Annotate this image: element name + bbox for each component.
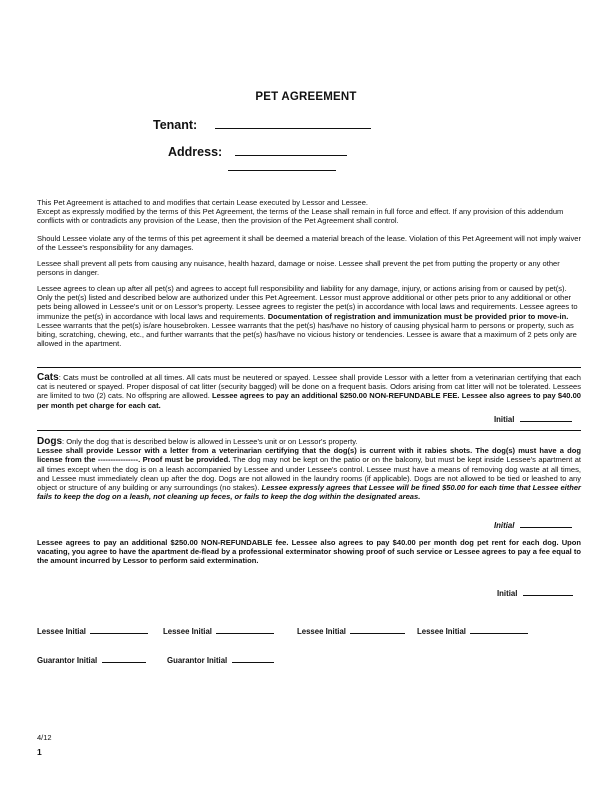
tenant-label: Tenant:	[153, 118, 198, 132]
address-label: Address:	[168, 145, 223, 159]
page-number: 1	[37, 747, 42, 757]
address-field	[168, 143, 347, 159]
lessee-initial-2-blank[interactable]	[216, 625, 274, 634]
guarantor-initial-1-blank[interactable]	[102, 654, 146, 663]
guarantor-initial-2	[167, 654, 274, 665]
guarantor-initial-1-label: Guarantor Initial	[37, 656, 98, 665]
dogs-proof-text: . Proof must be provided.	[138, 455, 231, 465]
intro-paragraph-3: Should Lessee violate any of the terms of this pet agreement it shall be deemed a material breach of the lease. Violation of this Pet Agreement will not imply waiver of the Lessee's responsibility for any damages.	[37, 234, 581, 253]
lessee-initial-1-label: Lessee Initial	[37, 627, 86, 636]
address-blank-2[interactable]	[228, 169, 336, 171]
dogs-initial-label: Initial	[494, 521, 515, 530]
dogs-fine-text: Lessee expressly agrees that Lessee will be fined $50.00 for each time that Lessee either fails to keep the dog on a leash, not cleaning up feces, or fails to keep the dog within the designated areas.	[37, 483, 581, 502]
document-title: PET AGREEMENT	[255, 91, 357, 103]
lessee-initial-4-label: Lessee Initial	[417, 627, 466, 636]
documentation-requirement: Documentation of registration and immunization must be provided prior to move-in.	[267, 311, 569, 321]
cats-text: : Cats must be controlled at all times. All cats must be neutered or spayed. Lessee shall provide Lessor with a letter from a veterinarian certifying that each cat is neutered or spayed. Proper disposal of cat litter (security bagged) will be done on a frequent basis. Odors arising from cat litter will not be tolerated. Lessees are limited to two (2) cats. No offspring are allowed.	[37, 373, 581, 401]
section-divider-1	[37, 367, 581, 368]
fee-initial	[497, 587, 573, 598]
intro-p5-warranty: Lessee warrants that the pet(s) is/are housebroken. Lessee warrants that the pet(s) has/have no history of causing physical harm to persons or property, such as biting, scratching, chewing, etc., and further warrants that the pet(s) has/have no vicious history or tendencies. Lessee is aware that a maximum of 2 pets only are allowed in the apartment.	[37, 320, 577, 349]
cats-initial-label: Initial	[494, 415, 515, 424]
dogs-rabies-text: Lessee shall provide Lessor with a letter from a veterinarian certifying that the dog(s) is current with it rabies shots. The dog(s) must have a dog license from the	[37, 446, 581, 465]
fee-initial-label: Initial	[497, 589, 518, 598]
lessee-initial-3	[297, 625, 405, 636]
dog-fee-paragraph: Lessee agrees to pay an additional $250.00 NON-REFUNDABLE fee. Lessee also agrees to pay $40.00 per month dog pet rent for each dog. Upon vacating, you agree to have the apartment de-flead by a professional exterminator showing proof of such service or Lessee agrees to pay a fee equal to the amount incurred by Lessor to perform said extermination.	[37, 538, 581, 566]
guarantor-initial-2-blank[interactable]	[232, 654, 274, 663]
guarantor-initial-2-label: Guarantor Initial	[167, 656, 228, 665]
lessee-initial-2-label: Lessee Initial	[163, 627, 212, 636]
section-divider-2	[37, 430, 581, 431]
lessee-initial-1-blank[interactable]	[90, 625, 148, 634]
fee-initial-blank[interactable]	[523, 587, 573, 596]
lessee-initial-2	[163, 625, 274, 636]
dogs-section	[37, 437, 581, 501]
cats-fee-text: Lessee agrees to pay an additional $250.00 NON-REFUNDABLE FEE. Lessee also agrees to pay $40.00 per month pet charge for each cat.	[37, 391, 581, 410]
dogs-license-blank: ----------------	[97, 455, 139, 465]
dogs-intro-text: : Only the dog that is described below is allowed in Lessee's unit or on Lessor's property.	[62, 437, 358, 446]
intro-paragraph-2: Except as expressly modified by the terms of this Pet Agreement, the terms of the Lease shall remain in full force and effect. If any provision of this addendum conflicts with or contradicts any provision of the Lease, then the provision of the Pet Agreement shall control.	[37, 207, 564, 226]
dogs-rules-text: The dog may not be kept on the patio or on the balcony, but must be kept inside Lessee's apartment at all times except when the dog is on a leash accompanied by Lessee and under Lessee's control. Lessee must have a means of removing dog waste at all times, and Lessee must immediately clean up after the dog. Dogs are not allowed in the laundry rooms (if applicable). Dogs are not allowed to be tied or leashed to any object or structure of any building or any surroundings (no stakes).	[37, 455, 581, 493]
dogs-initial-blank[interactable]	[520, 519, 572, 528]
cats-heading: Cats	[37, 372, 59, 383]
guarantor-initial-1	[37, 654, 146, 665]
dogs-initial	[494, 519, 572, 530]
tenant-field	[153, 116, 371, 132]
tenant-blank[interactable]	[215, 116, 371, 129]
cats-initial-blank[interactable]	[520, 413, 572, 422]
address-blank-1[interactable]	[235, 143, 347, 156]
form-date-code: 4/12	[37, 733, 52, 742]
intro-paragraph-5	[37, 284, 581, 348]
cats-initial	[494, 413, 572, 424]
dogs-heading: Dogs	[37, 436, 62, 447]
intro-paragraph-1: This Pet Agreement is attached to and modifies that certain Lease executed by Lessor and Lessee.	[37, 198, 369, 207]
lessee-initial-4	[417, 625, 528, 636]
lessee-initial-3-blank[interactable]	[350, 625, 405, 634]
lessee-initial-4-blank[interactable]	[470, 625, 528, 634]
lessee-initial-1	[37, 625, 148, 636]
cats-section	[37, 373, 581, 410]
intro-paragraph-4: Lessee shall prevent all pets from causing any nuisance, health hazard, damage or noise. Lessee shall prevent the pet from putting the property or any other persons in danger.	[37, 259, 560, 278]
lessee-initial-3-label: Lessee Initial	[297, 627, 346, 636]
intro-p5-text: Lessee agrees to clean up after all pet(s) and agrees to accept full responsibility and liability for any damage, injury, or actions arising from or caused by pet(s). Only the pet(s) listed and described below are authorized under this Pet Agreement. Lessor must approve additional or other pets prior to any additional or other pets being allowed in Lessee's unit or on Lessor's property. Lessee agrees to register the pet(s) in accordance with local laws and requirements. Lessee agrees to immunize the pet(s) in accordance with local laws and requirements.	[37, 284, 578, 321]
